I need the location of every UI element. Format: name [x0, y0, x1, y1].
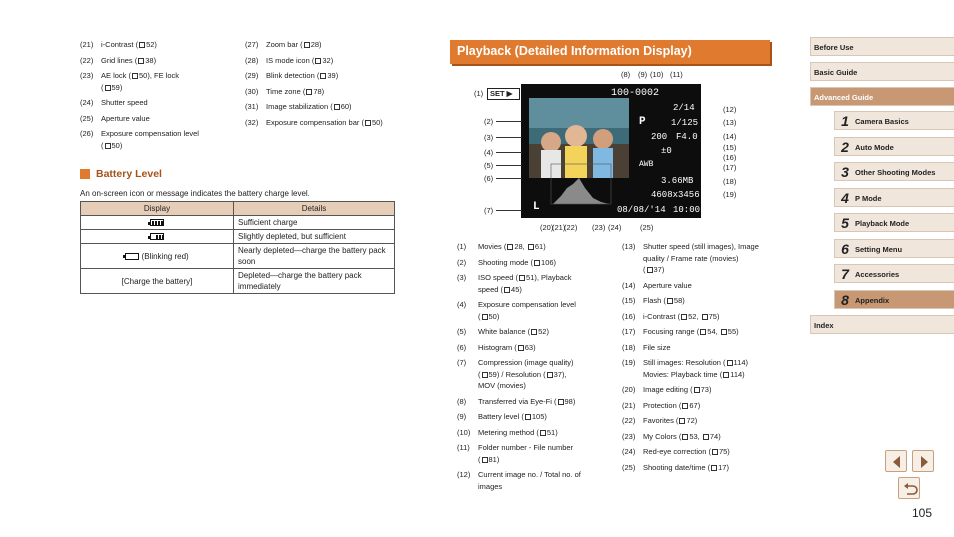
list-item: (9) Battery level ( 105): [457, 412, 547, 421]
book-icon: [647, 267, 653, 273]
list-bottom-left: [457, 241, 617, 496]
book-icon: [723, 372, 729, 378]
return-icon: [899, 478, 921, 500]
list-item: (23) My Colors ( 53, 74): [622, 431, 721, 441]
battery-partial-icon: [150, 233, 164, 240]
book-icon: [518, 345, 524, 351]
book-icon: [315, 58, 321, 64]
arrow-left-icon: [886, 451, 908, 473]
book-icon: [712, 449, 718, 455]
book-icon: [540, 430, 546, 436]
nav-chapter-label: Setting Menu: [855, 244, 903, 254]
book-icon: [702, 314, 708, 320]
table-row: [Charge the battery] Depleted—charge the battery pack immediately: [81, 269, 395, 294]
book-icon: [105, 85, 111, 91]
book-icon: [139, 42, 145, 48]
book-icon: [334, 104, 340, 110]
nav-chapter-label: Appendix: [855, 295, 890, 305]
list-item: (6) Histogram ( 63): [457, 342, 536, 352]
nav-chapter-2[interactable]: [834, 137, 954, 156]
nav-index[interactable]: Index: [810, 315, 954, 334]
book-icon: [534, 260, 540, 266]
table-row: Sufficient charge: [81, 216, 395, 230]
prev-page-button[interactable]: [885, 450, 907, 472]
list-item: (10) Metering method ( 51): [457, 427, 558, 437]
list-item: (15) Flash ( 58): [622, 296, 685, 305]
book-icon: [507, 244, 513, 250]
return-button[interactable]: [898, 477, 920, 499]
book-icon: [365, 120, 371, 126]
book-icon: [694, 387, 700, 393]
list-item: (25) Shooting date/time ( 17): [622, 462, 729, 472]
chapter-number-icon: 5: [841, 215, 849, 231]
book-icon: [138, 58, 144, 64]
book-icon: [306, 89, 312, 95]
book-icon: [531, 329, 537, 335]
chapter-number-icon: 3: [841, 164, 849, 180]
nav-chapter-8[interactable]: [834, 290, 954, 309]
section-heading: Playback (Detailed Information Display): [450, 40, 770, 64]
nav-chapter-label: Accessories: [855, 270, 900, 279]
nav-chapter-4[interactable]: [834, 188, 954, 207]
nav-chapter-label: Auto Mode: [855, 142, 894, 152]
book-icon: [525, 414, 531, 420]
chapter-number-icon: 8: [841, 291, 849, 308]
list-item: (32) Exposure compensation bar ( 50): [245, 117, 383, 127]
next-page-button[interactable]: [912, 450, 934, 472]
book-icon: [667, 298, 673, 304]
playback-screen-diagram: 100-0002 2/14 P 1/125 200 F4.0 ±0 AWB 3.66MB 4608x3456 L 08/08/'14 10:00: [521, 84, 701, 218]
book-icon: [304, 42, 310, 48]
list-item: (8) Transferred via Eye-Fi ( 98): [457, 396, 576, 406]
battery-empty-icon: [125, 253, 139, 260]
book-icon: [681, 314, 687, 320]
book-icon: [519, 275, 525, 281]
book-icon: [132, 73, 138, 79]
list-item: (21) i-Contrast ( 52): [80, 40, 157, 49]
table-row: (Blinking red) Nearly depleted—charge the battery pack soon: [81, 244, 395, 269]
list-item: (2) Shooting mode ( 106): [457, 257, 557, 267]
arrow-right-icon: [913, 451, 935, 473]
list-item: (31) Image stabilization ( 60): [245, 102, 352, 111]
list-top-right: [245, 39, 405, 132]
list-item: (23) AE lock ( 50), FE lock ( 59): [80, 71, 180, 92]
section-marker-icon: [80, 169, 90, 179]
list-item: (7) Compression (image quality) ( 59) / Resolution ( 37), MOV (movies): [457, 358, 574, 390]
book-icon: [703, 434, 709, 440]
list-item: (12) Current image no. / Total no. of images: [457, 470, 581, 491]
list-item: (28) IS mode icon ( 32): [245, 55, 334, 65]
book-icon: [482, 372, 488, 378]
list-top-left: [80, 39, 240, 155]
chapter-number-icon: 4: [841, 189, 849, 206]
list-item: (29) Blink detection ( 39): [245, 71, 339, 80]
list-item: (3) ISO speed ( 51), Playback speed ( 45): [457, 273, 572, 294]
book-icon: [711, 465, 717, 471]
battery-intro: An on-screen icon or message indicates the battery charge level.: [80, 189, 310, 198]
book-icon: [504, 287, 510, 293]
list-item: (30) Time zone ( 78): [245, 86, 325, 96]
book-icon: [105, 143, 111, 149]
list-item: (24) Red-eye correction ( 75): [622, 447, 730, 456]
book-icon: [528, 244, 534, 250]
nav-chapter-5[interactable]: [834, 213, 954, 232]
table-row: Slightly depleted, but sufficient: [81, 230, 395, 244]
list-item: (27) Zoom bar ( 28): [245, 40, 322, 49]
list-item: (22) Grid lines ( 38): [80, 55, 157, 65]
list-item: (20) Image editing ( 73): [622, 385, 712, 394]
chapter-number-icon: 7: [841, 266, 849, 282]
book-icon: [679, 418, 685, 424]
list-item: (5) White balance ( 52): [457, 327, 549, 336]
nav-chapter-label: Playback Mode: [855, 219, 910, 228]
nav-advanced-guide[interactable]: Advanced Guide: [810, 87, 954, 106]
list-item: (18) File size: [622, 342, 671, 352]
book-icon: [558, 399, 564, 405]
book-icon: [482, 457, 488, 463]
battery-level-heading: Battery Level: [80, 168, 162, 180]
list-item: (26) Exposure compensation level ( 50): [80, 129, 199, 150]
list-item: (16) i-Contrast ( 52, 75): [622, 311, 720, 321]
book-icon: [547, 372, 553, 378]
list-item: (25) Aperture value: [80, 113, 150, 123]
nav-chapter-label: Other Shooting Modes: [855, 168, 936, 177]
nav-chapter-7[interactable]: [834, 264, 954, 283]
nav-chapter-6[interactable]: [834, 239, 954, 258]
battery-full-icon: [150, 219, 164, 226]
list-item: (19) Still images: Resolution ( 114) Movies: Playback time ( 114): [622, 358, 749, 379]
list-item: (1) Movies ( 28, 61): [457, 242, 546, 251]
list-item: (22) Favorites ( 72): [622, 416, 698, 425]
book-icon: [700, 329, 706, 335]
page-number: 105: [912, 506, 933, 520]
book-icon: [482, 314, 488, 320]
nav-chapter-label: Camera Basics: [855, 117, 909, 126]
nav-before-use[interactable]: Before Use: [810, 37, 954, 56]
set-button-icon: SET ▶: [487, 88, 520, 100]
col-details: Details: [234, 202, 395, 216]
book-icon: [721, 329, 727, 335]
chapter-number-icon: 2: [841, 138, 849, 155]
list-item: (11) Folder number - File number ( 81): [457, 443, 574, 464]
list-item: (17) Focusing range ( 54, 55): [622, 327, 739, 336]
book-icon: [682, 403, 688, 409]
col-display: Display: [81, 202, 234, 216]
list-item: (4) Exposure compensation level ( 50): [457, 300, 576, 321]
book-icon: [320, 73, 326, 79]
list-item: (21) Protection ( 67): [622, 400, 701, 410]
list-item: (24) Shutter speed: [80, 98, 148, 107]
chapter-number-icon: 6: [841, 240, 849, 257]
list-item: (13) Shutter speed (still images), Image quality / Frame rate (movies) ( 37): [622, 242, 759, 274]
nav-basic-guide[interactable]: Basic Guide: [810, 62, 954, 81]
book-icon: [682, 434, 688, 440]
book-icon: [727, 360, 733, 366]
chapter-number-icon: 1: [841, 113, 849, 129]
nav-chapter-label: P Mode: [855, 193, 882, 203]
battery-table: [80, 201, 395, 294]
list-item: (14) Aperture value: [622, 280, 692, 290]
nav-chapter-1[interactable]: [834, 111, 954, 130]
nav-chapter-3[interactable]: [834, 162, 954, 181]
list-bottom-right: [622, 241, 802, 477]
